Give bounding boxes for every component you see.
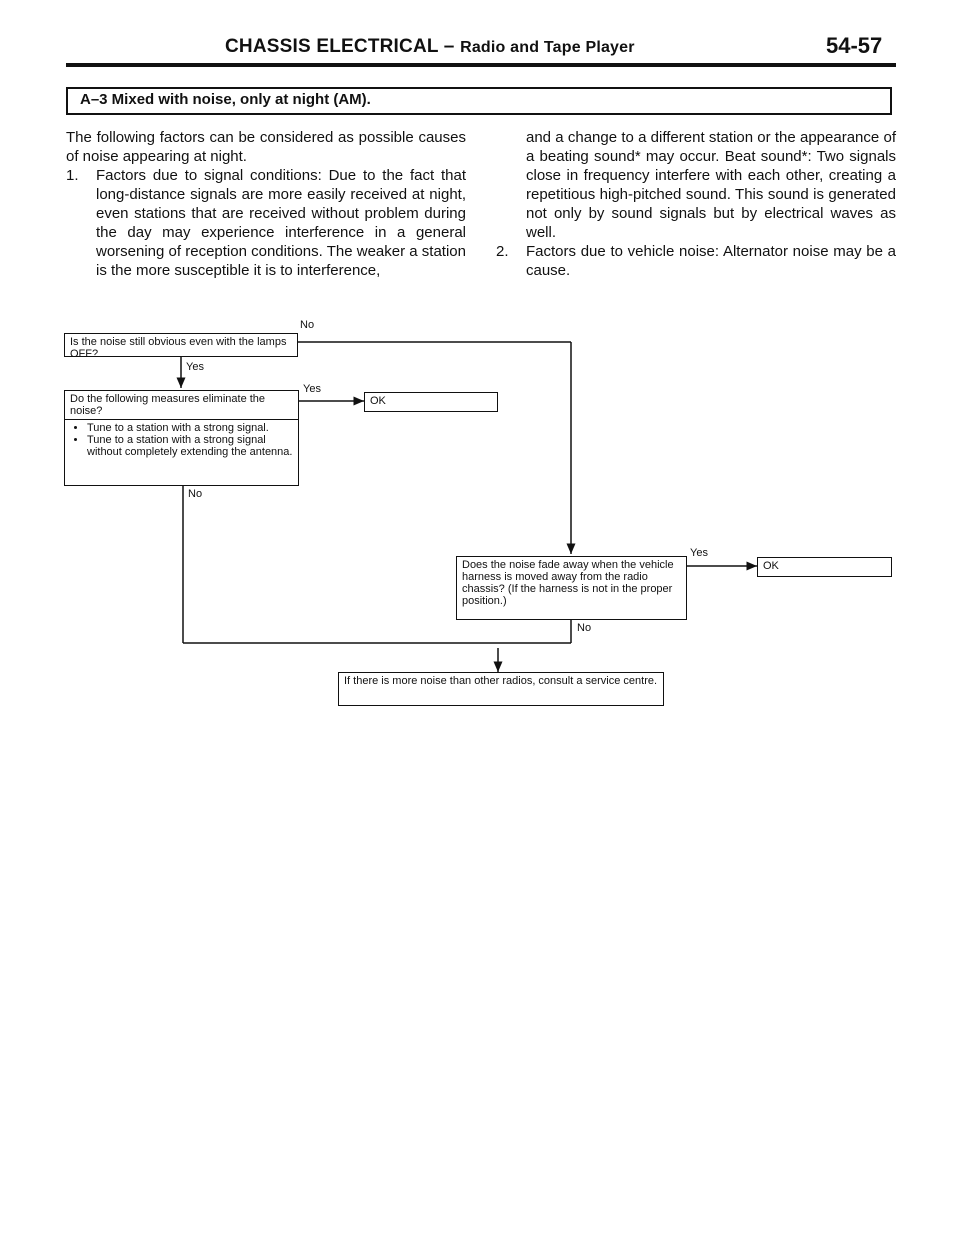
question-box-harness: Does the noise fade away when the vehicle harness is moved away from the radio chassis? (If the harness is not in the proper position.) [456, 556, 687, 620]
label-q1-yes: Yes [186, 361, 204, 373]
label-q1-no: No [300, 319, 315, 331]
text-column-right [496, 128, 896, 280]
question-box-measures [64, 390, 299, 486]
page-number: 54-57 [826, 33, 883, 58]
measure-item: • Tune to a station with a strong signal. [87, 422, 293, 434]
header-title-main: CHASSIS ELECTRICAL – [225, 36, 455, 57]
intro-paragraph: The following factors can be considered as possible causes of noise appearing at night. [66, 129, 466, 165]
item-1-text: Factors due to signal conditions: Due to the fact that long-distance signals are more easily received at night, even stations that are received without problem during the day may experience interference in a general worsening of reception conditions. The weaker a station is the more susceptible it is to interference, [96, 167, 466, 279]
section-title: A–3 Mixed with noise, only at night (AM). [66, 87, 892, 115]
text-column-left [66, 128, 466, 280]
header-rule [66, 63, 896, 67]
measures-list [65, 420, 298, 460]
label-q2-no: No [188, 488, 203, 500]
measure-item: • Tune to a station with a strong signal without completely extending the antenna. [87, 434, 293, 458]
label-q2-yes: Yes [303, 383, 321, 395]
label-q3-yes: Yes [690, 547, 708, 559]
numbered-item-1 [66, 166, 466, 280]
ok-box-2: OK [757, 557, 892, 577]
numbered-item-2 [496, 242, 896, 280]
ok-box-1: OK [364, 392, 498, 412]
question-box-lamps-off: Is the noise still obvious even with the lamps OFF? [64, 333, 298, 357]
item-1-continued-text: and a change to a different station or the appearance of a beating sound* may occur. Beat sound*: Two signals close in frequency interfere with each other, creating a repetitious high-pitched sound. This sound is generated not only by sound signals but by electrical waves as well. [526, 129, 896, 241]
final-action-box: If there is more noise than other radios, consult a service centre. [338, 672, 664, 706]
item-2-text: Factors due to vehicle noise: Alternator noise may be a cause. [526, 243, 896, 279]
label-q3-no: No [577, 622, 592, 634]
page-header-title [225, 36, 635, 58]
question-box-measures-text: Do the following measures eliminate the noise? [65, 391, 298, 420]
header-title-sub: Radio and Tape Player [460, 39, 635, 56]
numbered-item-1-continued [496, 128, 896, 242]
item-1-number: 1. [66, 167, 79, 184]
item-2-number: 2. [496, 243, 509, 260]
